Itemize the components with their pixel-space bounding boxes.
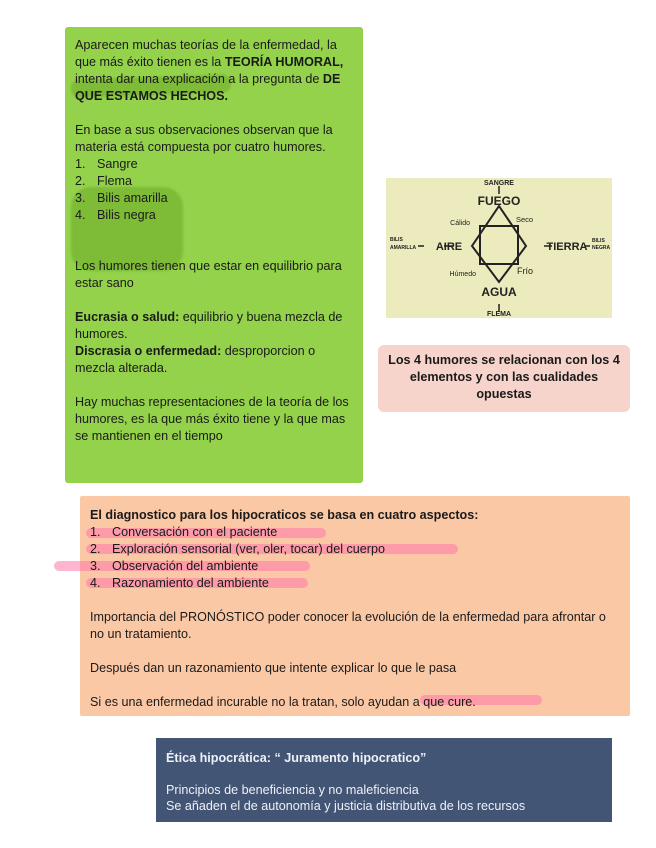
ethics-card — [156, 738, 612, 822]
eucrasia-paragraph: Eucrasia o salud: equilibrio y buena mezcla de humores. — [75, 310, 343, 341]
callout-box: Los 4 humores se relacionan con los 4 elementos y con las cualidades opuestas — [378, 345, 630, 412]
list-item: 3. Observación del ambiente — [90, 559, 259, 573]
label-humedo: Húmedo — [449, 271, 476, 278]
discrasia-paragraph: Discrasia o enfermedad: desproporcion o mezcla alterada. — [75, 344, 316, 375]
reasoning-paragraph: Después dan un razonamiento que intente explicar lo que le pasa — [90, 661, 457, 675]
observation-paragraph: En base a sus observaciones observan que la materia está compuesta por cuatro humores. — [75, 123, 333, 154]
intro-paragraph: Aparecen muchas teorías de la enfermedad, la que más éxito tienen es la TEORÍA HUMORAL, intenta dar una explicación a la pregunta de DE QUE ESTAMOS HECHOS. — [75, 38, 344, 103]
qualities-square — [480, 226, 518, 264]
label-negra: NEGRA — [592, 245, 611, 251]
label-frio: Frío — [517, 266, 534, 276]
label-amarilla: AMARILLA — [390, 245, 417, 251]
humors-elements-diagram — [386, 178, 612, 318]
list-item: 4. Razonamiento del ambiente — [90, 576, 269, 590]
prognosis-paragraph: Importancia del PRONÓSTICO poder conocer la evolución de la enfermedad para afrontar o no un tratamiento. — [90, 610, 606, 641]
label-seco: Seco — [516, 215, 534, 224]
list-item: 2. Flema — [75, 174, 132, 188]
equilibrium-paragraph: Los humores tienen que estar en equilibrio para estar sano — [75, 259, 342, 290]
label-bilis-negra: BILIS — [592, 238, 605, 244]
ethics-line-1: Principios de beneficiencia y no maleficiencia — [166, 783, 419, 797]
ethics-line-2: Se añaden el de autonomía y justicia distributiva de los recursos — [166, 799, 526, 813]
list-item: 4. Bilis negra — [75, 208, 156, 222]
list-item: 1. Conversación con el paciente — [90, 525, 278, 539]
diagnosis-title: El diagnostico para los hipocraticos se basa en cuatro aspectos: — [90, 508, 479, 522]
label-flema: FLEMA — [486, 311, 512, 318]
list-item: 1. Sangre — [75, 157, 138, 171]
diagram-svg — [386, 178, 612, 318]
diagnosis-card — [80, 496, 630, 716]
humors-list — [75, 156, 353, 224]
label-tierra: TIERRA — [546, 241, 588, 253]
humoral-theory-card — [65, 27, 363, 483]
ethics-title: Ética hipocrática: “ Juramento hipocratico” — [166, 751, 427, 765]
list-item: 2. Exploración sensorial (ver, oler, tocar) del cuerpo — [90, 542, 385, 556]
list-item: 3. Bilis amarilla — [75, 191, 168, 205]
label-sangre: SANGRE — [484, 180, 514, 187]
incurable-paragraph: Si es una enfermedad incurable no la tratan, solo ayudan a que cure. — [90, 695, 476, 709]
label-fuego: FUEGO — [477, 194, 521, 208]
aspects-list — [90, 524, 620, 592]
label-calido: Cálido — [450, 220, 470, 227]
label-aire: AIRE — [435, 241, 463, 253]
label-agua: AGUA — [481, 285, 517, 299]
label-bilis-amarilla: BILIS — [390, 237, 403, 243]
representations-paragraph: Hay muchas representaciones de la teoría de los humores, es la que más éxito tiene y la que mas se mantienen en el tiempo — [75, 395, 349, 443]
